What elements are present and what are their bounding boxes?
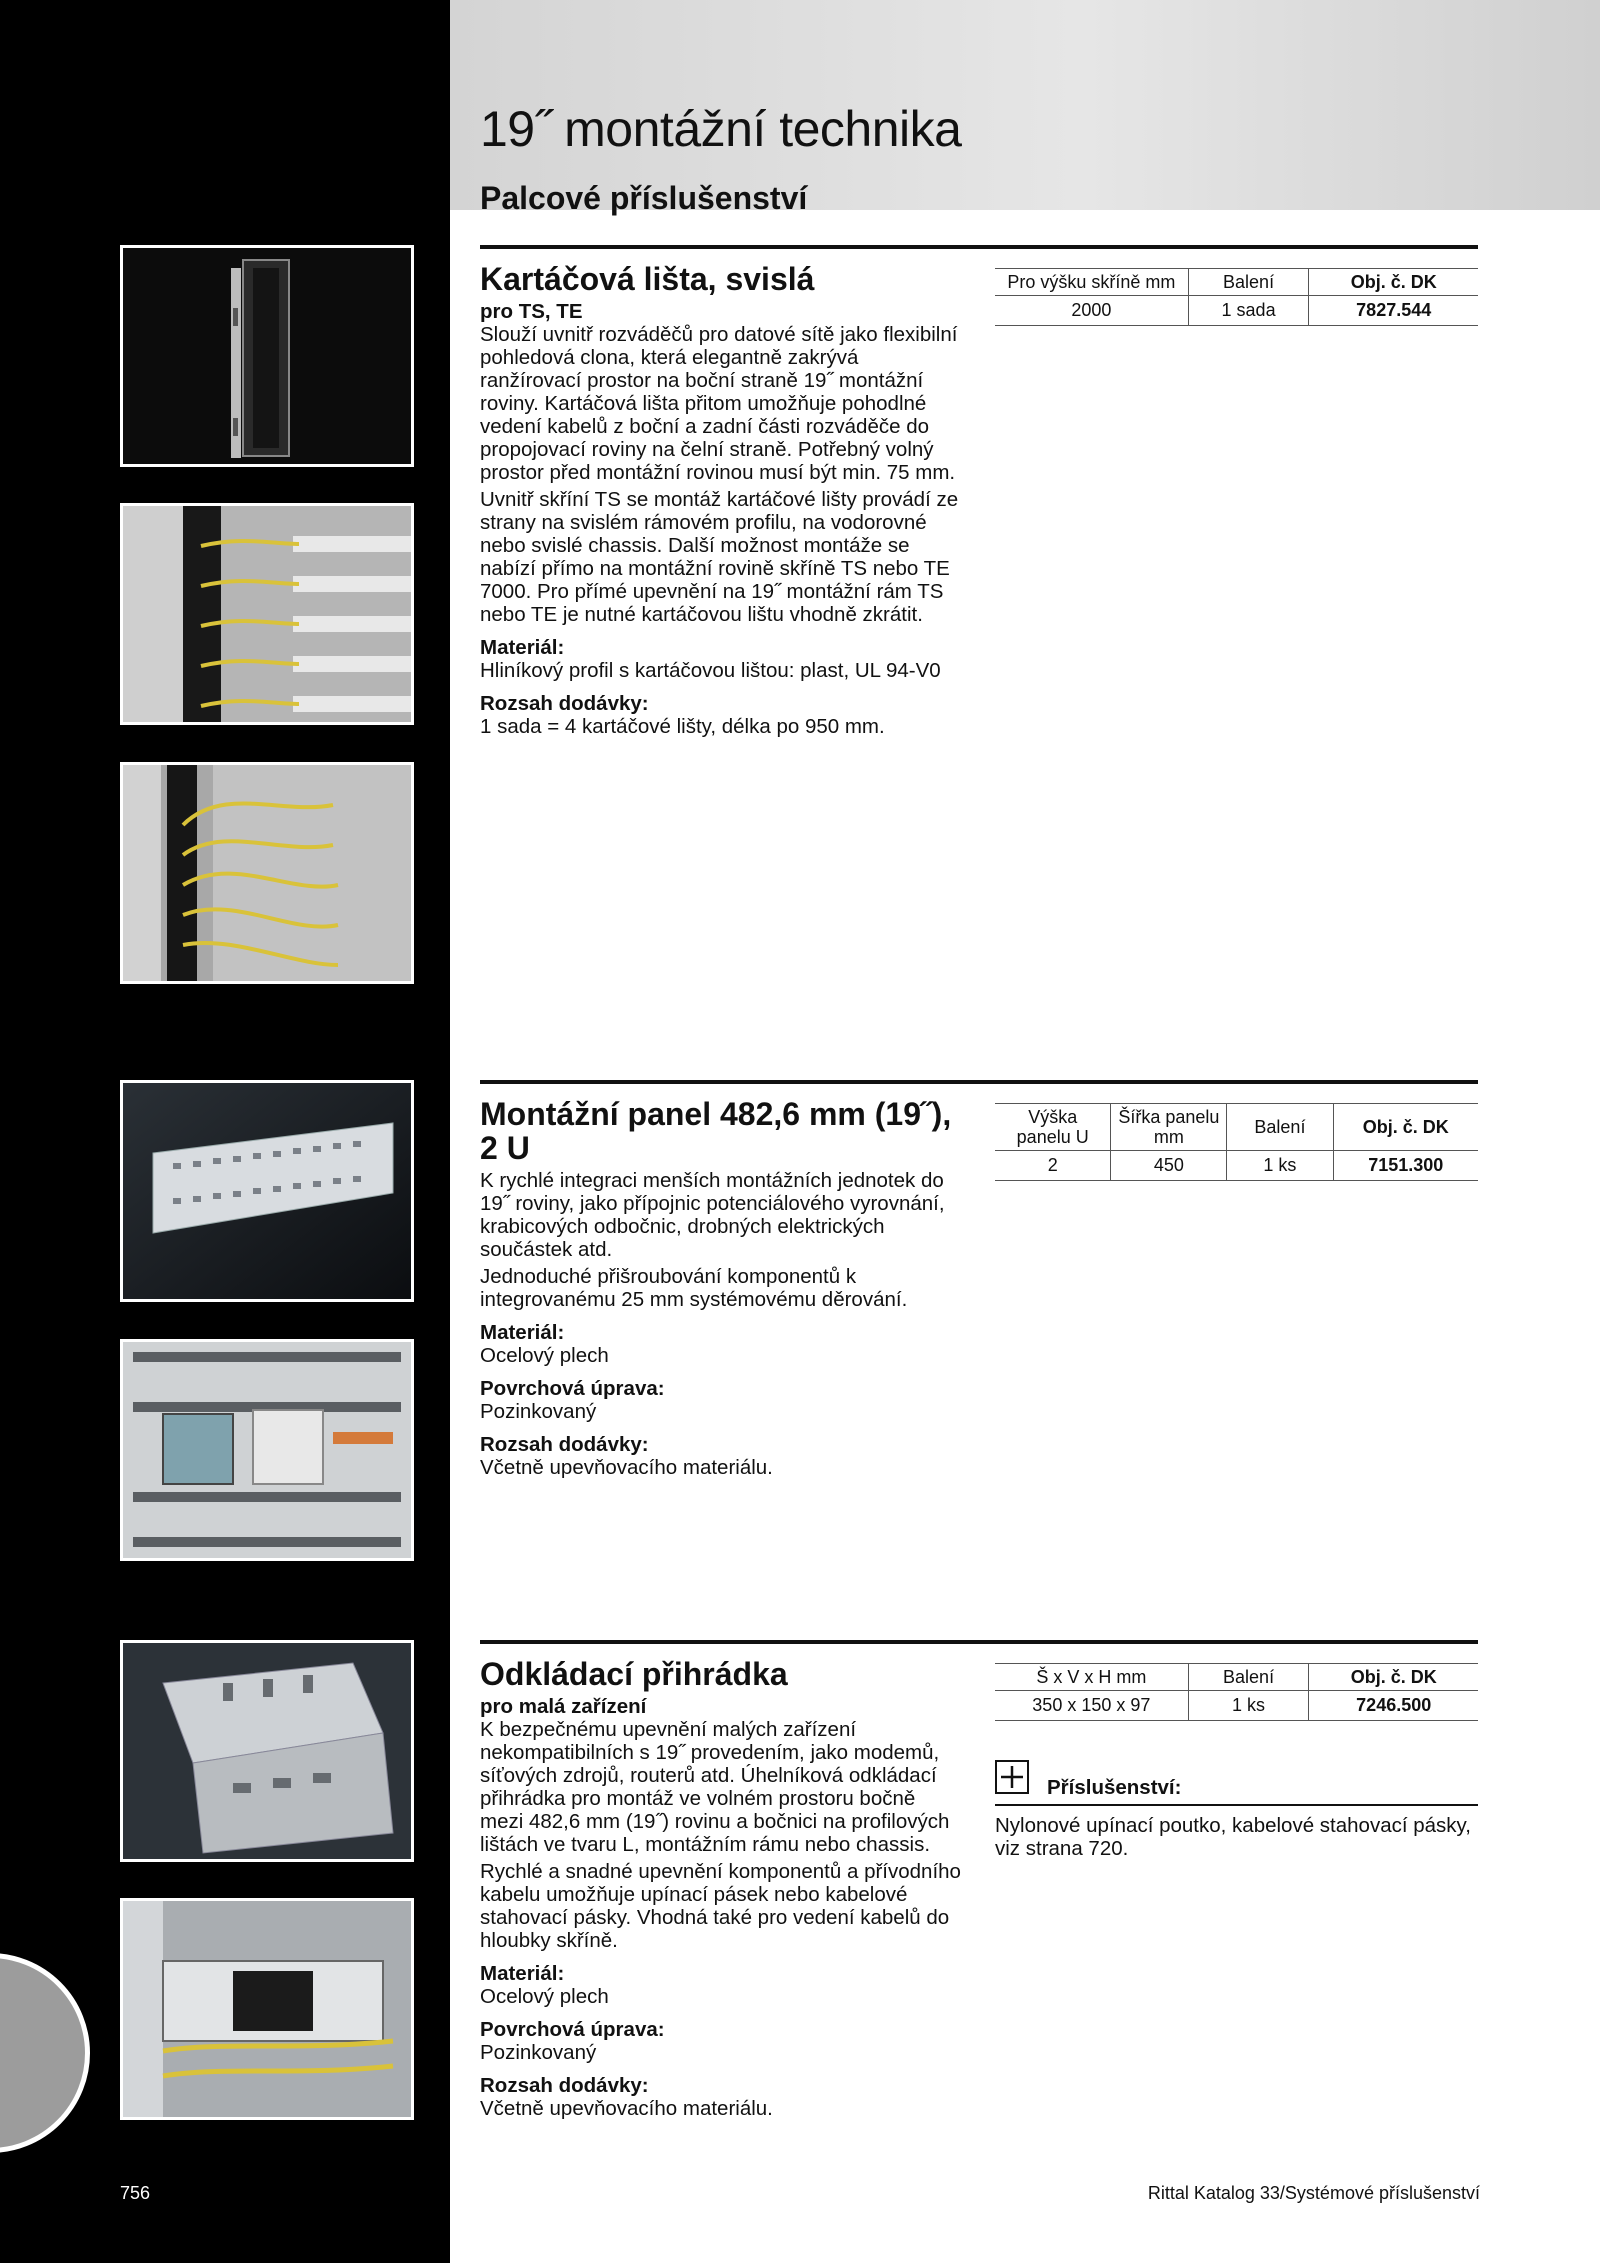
table-cell: 1 ks <box>1188 1691 1309 1721</box>
section-subtitle: pro TS, TE <box>480 300 583 323</box>
table-cell: 2000 <box>995 296 1188 326</box>
section-paragraph: Rychlé a snadné upevnění komponentů a přívodního kabelu umožňuje upínací pásek nebo kabelové stahovací pásky. Vhodná také pro vedení kabelů do hloubky skříně. <box>480 1860 961 1952</box>
scope-label: Rozsah dodávky: <box>480 2074 649 2097</box>
mounting-panel-order-table <box>995 1103 1478 1181</box>
scope-value: Včetně upevňovacího materiálu. <box>480 2097 773 2120</box>
section-paragraph: Slouží uvnitř rozváděčů pro datové sítě jako flexibilní pohledová clona, která elegantně zakrývá ranžírovací prostor na boční straně 19˝ montážní roviny. Kartáčová lišta přitom umožňuje pohodlné vedení kabelů z boční a zadní části rozváděče do propojovací roviny na čelní straně. Potřebný volný prostor před montážní rovinou musí být min. 75 mm. <box>480 323 958 484</box>
plus-icon <box>995 1760 1029 1794</box>
brush-strip-rack-photo <box>120 762 414 984</box>
mounting-panel-section <box>480 1097 962 1479</box>
page-subtitle: Palcové příslušenství <box>480 180 808 216</box>
brush-strip-photo <box>120 245 414 467</box>
scope-value: 1 sada = 4 kartáčové lišty, délka po 950 mm. <box>480 715 885 738</box>
surface-value: Pozinkovaný <box>480 1400 597 1423</box>
table-cell: 7246.500 <box>1309 1691 1478 1721</box>
table-cell: 1 sada <box>1188 296 1309 326</box>
table-header: Obj. č. DK <box>1309 1664 1478 1691</box>
material-value: Ocelový plech <box>480 1985 609 2008</box>
table-cell: 2 <box>995 1151 1111 1181</box>
storage-tray-installed-photo <box>120 1898 414 2120</box>
table-cell: 350 x 150 x 97 <box>995 1691 1188 1721</box>
material-label: Materiál: <box>480 1321 565 1344</box>
material-value: Hliníkový profil s kartáčovou lištou: plast, UL 94-V0 <box>480 659 941 682</box>
brush-strip-order-table <box>995 268 1478 326</box>
mounting-panel-photo <box>120 1080 414 1302</box>
section-paragraph: Jednoduché přišroubování komponentů k integrovanému 25 mm systémovému děrování. <box>480 1265 908 1311</box>
table-header: Šířka panelu mm <box>1111 1104 1227 1151</box>
scope-label: Rozsah dodávky: <box>480 692 649 715</box>
table-header: Balení <box>1188 1664 1309 1691</box>
section-1-rule <box>480 245 1478 249</box>
table-row <box>995 1151 1478 1181</box>
table-row <box>995 296 1478 326</box>
table-header: Balení <box>1188 269 1309 296</box>
catalog-footer: Rittal Katalog 33/Systémové příslušenství <box>1147 2183 1480 2203</box>
table-header: Výška panelu U <box>995 1104 1111 1151</box>
accessories-heading: Příslušenství: <box>1047 1776 1182 1799</box>
section-paragraph: K rychlé integraci menších montážních jednotek do 19˝ roviny, jako přípojnic potenciálového vyrovnání, krabicových odbočnic, drobných elektrických součástek atd. <box>480 1169 945 1261</box>
section-2-rule <box>480 1080 1478 1084</box>
table-cell: 450 <box>1111 1151 1227 1181</box>
brush-strip-section <box>480 262 962 738</box>
scope-label: Rozsah dodávky: <box>480 1433 649 1456</box>
table-header: Pro výšku skříně mm <box>995 269 1188 296</box>
surface-label: Povrchová úprava: <box>480 2018 665 2041</box>
accessories-rule <box>995 1804 1478 1806</box>
table-row <box>995 1691 1478 1721</box>
table-cell: 7151.300 <box>1333 1151 1478 1181</box>
material-value: Ocelový plech <box>480 1344 609 1367</box>
section-paragraph: K bezpečnému upevnění malých zařízení nekompatibilních s 19˝ provedením, jako modemů, síťových zdrojů, routerů atd. Úhelníková odkládací přihrádka pro montáž ve volném prostoru bočně mezi 482,6 mm (19˝) rovinu a bočnici na profilových lištách ve tvaru L, montážním rámu nebo chassis. <box>480 1718 950 1856</box>
page-title: 19˝ montážní technika <box>480 101 962 157</box>
surface-label: Povrchová úprava: <box>480 1377 665 1400</box>
section-subtitle: pro malá zařízení <box>480 1695 647 1718</box>
surface-value: Pozinkovaný <box>480 2041 597 2064</box>
section-title: Montážní panel 482,6 mm (19˝), 2 U <box>480 1096 952 1166</box>
page-number: 756 <box>120 2183 151 2203</box>
section-title: Kartáčová lišta, svislá <box>480 261 815 297</box>
storage-tray-section <box>480 1657 962 2120</box>
storage-tray-photo <box>120 1640 414 1862</box>
brush-strip-cables-photo <box>120 503 414 725</box>
material-label: Materiál: <box>480 636 565 659</box>
material-label: Materiál: <box>480 1962 565 1985</box>
section-3-rule <box>480 1640 1478 1644</box>
table-header: Obj. č. DK <box>1309 269 1478 296</box>
table-header: Balení <box>1227 1104 1333 1151</box>
scope-value: Včetně upevňovacího materiálu. <box>480 1456 773 1479</box>
table-cell: 7827.544 <box>1309 296 1478 326</box>
table-cell: 1 ks <box>1227 1151 1333 1181</box>
section-title: Odkládací přihrádka <box>480 1656 788 1692</box>
table-header: Š x V x H mm <box>995 1664 1188 1691</box>
storage-tray-order-table <box>995 1663 1478 1721</box>
section-paragraph: Uvnitř skříní TS se montáž kartáčové lišty provádí ze strany na svislém rámovém profilu, na vodorovné nebo svislé chassis. Další možnost montáže se nabízí přímo na montážní rovině skříně TS nebo TE 7000. Pro přímé upevnění na 19˝ montážní rám TS nebo TE je nutné kartáčovou lištu vhodně zkrátit. <box>480 488 959 626</box>
mounting-panel-installed-photo <box>120 1339 414 1561</box>
accessories-text: Nylonové upínací poutko, kabelové stahovací pásky, viz strana 720. <box>995 1814 1471 1860</box>
table-header: Obj. č. DK <box>1333 1104 1478 1151</box>
